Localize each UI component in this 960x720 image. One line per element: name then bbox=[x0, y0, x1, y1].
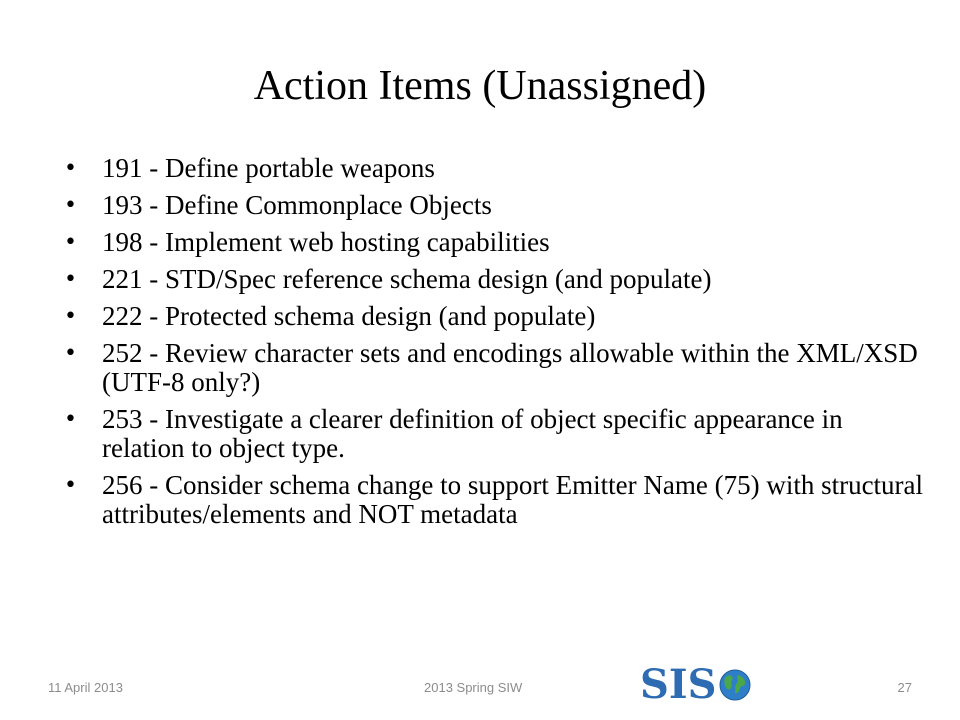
bullet-icon: • bbox=[64, 341, 77, 366]
bullet-icon: • bbox=[64, 193, 77, 218]
list-item bbox=[64, 339, 924, 397]
list-item bbox=[64, 191, 924, 220]
bullet-icon: • bbox=[64, 230, 77, 255]
list-item bbox=[64, 471, 924, 529]
logo-text: SIS bbox=[640, 661, 717, 708]
list-item-text: 256 - Consider schema change to support Emitter Name (75) with structural attributes/elements and NOT metadata bbox=[102, 470, 924, 529]
slide-title: Action Items (Unassigned) bbox=[253, 63, 707, 109]
list-item-text: 221 - STD/Spec reference schema design (and populate) bbox=[102, 264, 712, 294]
globe-icon bbox=[718, 668, 752, 702]
list-item-text: 198 - Implement web hosting capabilities bbox=[102, 227, 550, 257]
bullet-icon: • bbox=[64, 156, 77, 181]
bullet-icon: • bbox=[64, 267, 77, 292]
footer-date: 11 April 2013 bbox=[48, 680, 123, 695]
list-item bbox=[64, 405, 924, 463]
list-item bbox=[64, 228, 924, 257]
list-item-text: 252 - Review character sets and encodings allowable within the XML/XSD (UTF-8 only?) bbox=[102, 338, 918, 397]
list-item bbox=[64, 302, 924, 331]
list-item-text: 222 - Protected schema design (and populate) bbox=[102, 301, 596, 331]
list-item-text: 193 - Define Commonplace Objects bbox=[102, 190, 492, 220]
action-items-list bbox=[64, 154, 924, 537]
list-item-text: 191 - Define portable weapons bbox=[102, 153, 435, 183]
bullet-icon: • bbox=[64, 407, 77, 432]
bullet-icon: • bbox=[64, 473, 77, 498]
bullet-icon: • bbox=[64, 304, 77, 329]
sis-logo bbox=[640, 662, 752, 708]
list-item bbox=[64, 265, 924, 294]
list-item bbox=[64, 154, 924, 183]
page-number: 27 bbox=[897, 680, 912, 695]
footer-event: 2013 Spring SIW bbox=[424, 680, 523, 695]
list-item-text: 253 - Investigate a clearer definition of object specific appearance in relation to object type. bbox=[102, 404, 843, 463]
